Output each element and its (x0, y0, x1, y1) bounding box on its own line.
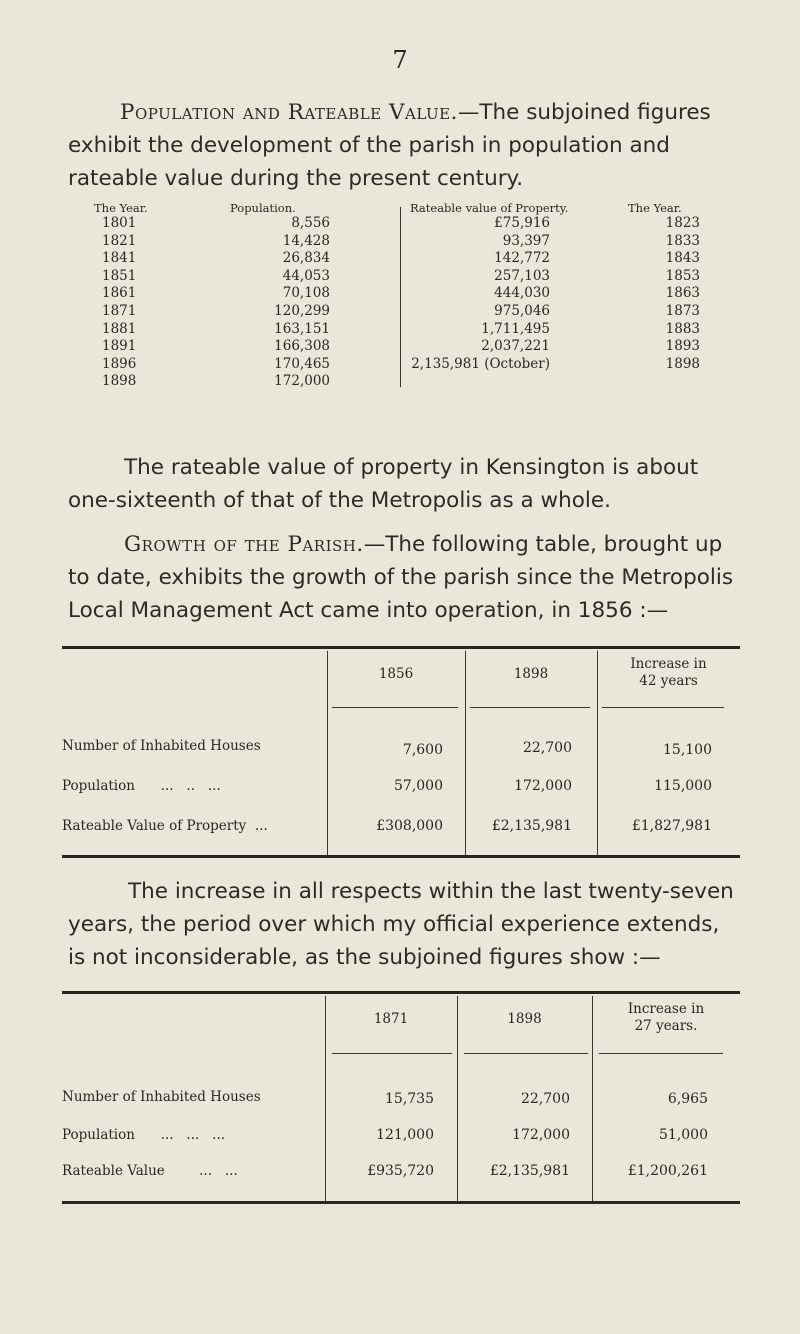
population-row (80, 338, 720, 356)
cell-year-2: 1893 (665, 338, 700, 355)
increase-line-1: Increase in (627, 1001, 705, 1017)
growth-heading: Growth of the Parish. (124, 532, 364, 557)
table-top-rule (62, 991, 740, 994)
population-row (80, 373, 720, 391)
cell-population: 172,000 (274, 373, 330, 390)
population-heading: Population and Rateable Value. (120, 100, 458, 125)
cell-year-2: 1853 (665, 267, 700, 284)
cell-population: 170,465 (274, 355, 330, 372)
cell-year-2: 1873 (665, 302, 700, 319)
row-label-rateable: Rateable Value ... ... (62, 1163, 238, 1179)
table-bottom-rule (62, 1201, 740, 1204)
header-underline (470, 707, 590, 708)
cell-1898-rateable: £2,135,981 (489, 1163, 570, 1179)
cell-1856-population: 57,000 (394, 778, 443, 794)
column-header-1856: 1856 (378, 666, 414, 682)
cell-year: 1851 (102, 267, 137, 284)
column-header-1898: 1898 (507, 1011, 542, 1027)
cell-rateable-value: 2,135,981 (October) (411, 355, 550, 372)
increase-paragraph: The increase in all respects within the last twenty-seven years, the period over which my official experience extends, is not inconsiderable, as the subjoined figures show :— (68, 879, 734, 970)
row-label-houses: Number of Inhabited Houses (62, 1089, 261, 1105)
cell-increase-population: 51,000 (659, 1127, 708, 1143)
cell-year: 1871 (102, 302, 137, 319)
growth-paragraph (68, 528, 738, 627)
population-paragraph (68, 96, 738, 195)
header-year-2: The Year. (628, 201, 682, 215)
cell-1898-houses: 22,700 (523, 740, 572, 756)
cell-1898-population: 172,000 (514, 778, 572, 794)
cell-year: 1801 (102, 215, 137, 231)
cell-rateable-value: 1,711,495 (481, 320, 550, 337)
cell-population: 14,428 (282, 232, 330, 249)
cell-increase-houses: 6,965 (667, 1091, 708, 1107)
population-row (80, 215, 720, 233)
cell-1898-population: 172,000 (512, 1127, 570, 1143)
header-year: The Year. (94, 201, 148, 215)
row-label-population: Population ... ... ... (62, 1127, 226, 1143)
header-underline (599, 1053, 723, 1054)
cell-year-2: 1883 (665, 320, 700, 337)
cell-year-2: 1823 (665, 215, 700, 231)
cell-year: 1898 (102, 373, 137, 390)
cell-1856-rateable: £308,000 (376, 818, 443, 834)
population-rows (80, 215, 720, 391)
cell-year-2: 1863 (665, 285, 700, 302)
cell-population: 120,299 (274, 302, 330, 319)
cell-rateable-value: 444,030 (494, 285, 550, 302)
cell-year: 1841 (102, 250, 137, 267)
header-rateable-value: Rateable value of Property. (410, 201, 569, 215)
increase-line-2: 42 years (639, 673, 698, 689)
column-header-increase (597, 656, 740, 690)
cell-population: 70,108 (282, 285, 330, 302)
cell-increase-rateable: £1,827,981 (631, 818, 712, 834)
population-paragraph-text: —The subjoined figures exhibit the development of the parish in population and rateable value during the present century. (68, 100, 711, 191)
cell-1898-rateable: £2,135,981 (491, 818, 572, 834)
cell-increase-rateable: £1,200,261 (627, 1163, 708, 1179)
cell-year-2: 1833 (665, 232, 700, 249)
population-row (80, 268, 720, 286)
page-number: 7 (392, 46, 408, 74)
header-underline (602, 707, 724, 708)
population-row (80, 233, 720, 251)
row-label-houses: Number of Inhabited Houses (62, 738, 261, 754)
row-label-population: Population ... .. ... (62, 778, 221, 794)
cell-population: 26,834 (282, 250, 330, 267)
cell-1871-population: 121,000 (376, 1127, 434, 1143)
table-bottom-rule (62, 855, 740, 858)
population-row (80, 303, 720, 321)
cell-rateable-value: 975,046 (494, 302, 550, 319)
cell-year: 1861 (102, 285, 137, 302)
growth-table-1871 (62, 991, 740, 1206)
cell-population: 44,053 (282, 267, 330, 284)
cell-year: 1821 (102, 232, 137, 249)
increase-line-2: 27 years. (634, 1018, 698, 1034)
header-population: Population. (230, 201, 296, 215)
growth-table-1856 (62, 646, 740, 861)
cell-population: 163,151 (274, 320, 330, 337)
cell-population: 166,308 (274, 338, 330, 355)
cell-year: 1896 (102, 355, 137, 372)
header-underline (332, 1053, 452, 1054)
cell-rateable-value: 93,397 (502, 232, 550, 249)
cell-year-2: 1898 (665, 355, 700, 372)
cell-year: 1891 (102, 338, 137, 355)
cell-rateable-value: 257,103 (494, 267, 550, 284)
cell-1871-houses: 15,735 (385, 1091, 434, 1107)
column-header-1898: 1898 (513, 666, 549, 682)
column-header-increase (592, 1001, 740, 1035)
cell-population: 8,556 (291, 215, 330, 231)
cell-1898-houses: 22,700 (521, 1091, 570, 1107)
population-row (80, 285, 720, 303)
cell-increase-houses: 15,100 (663, 742, 712, 758)
growth-paragraph-text: —The following table, brought up to date, exhibits the growth of the parish since the Metropolis Local Management Act came into operation, in 1856 :— (68, 532, 734, 623)
kensington-paragraph: The rateable value of property in Kensington is about one-sixteenth of that of the Metropolis as a whole. (68, 455, 699, 513)
cell-increase-population: 115,000 (654, 778, 712, 794)
table-top-rule (62, 646, 740, 649)
cell-rateable-value: 142,772 (494, 250, 550, 267)
row-label-rateable: Rateable Value of Property ... (62, 818, 268, 834)
column-header-1871: 1871 (373, 1011, 409, 1027)
cell-rateable-value: 2,037,221 (481, 338, 550, 355)
cell-1856-houses: 7,600 (402, 742, 443, 758)
population-row (80, 356, 720, 374)
cell-rateable-value: £75,916 (494, 215, 550, 231)
population-row (80, 321, 720, 339)
header-underline (332, 707, 458, 708)
cell-year: 1881 (102, 320, 137, 337)
population-row (80, 250, 720, 268)
header-underline (464, 1053, 588, 1054)
increase-line-1: Increase in (630, 656, 707, 672)
cell-1871-rateable: £935,720 (367, 1163, 434, 1179)
cell-year-2: 1843 (665, 250, 700, 267)
